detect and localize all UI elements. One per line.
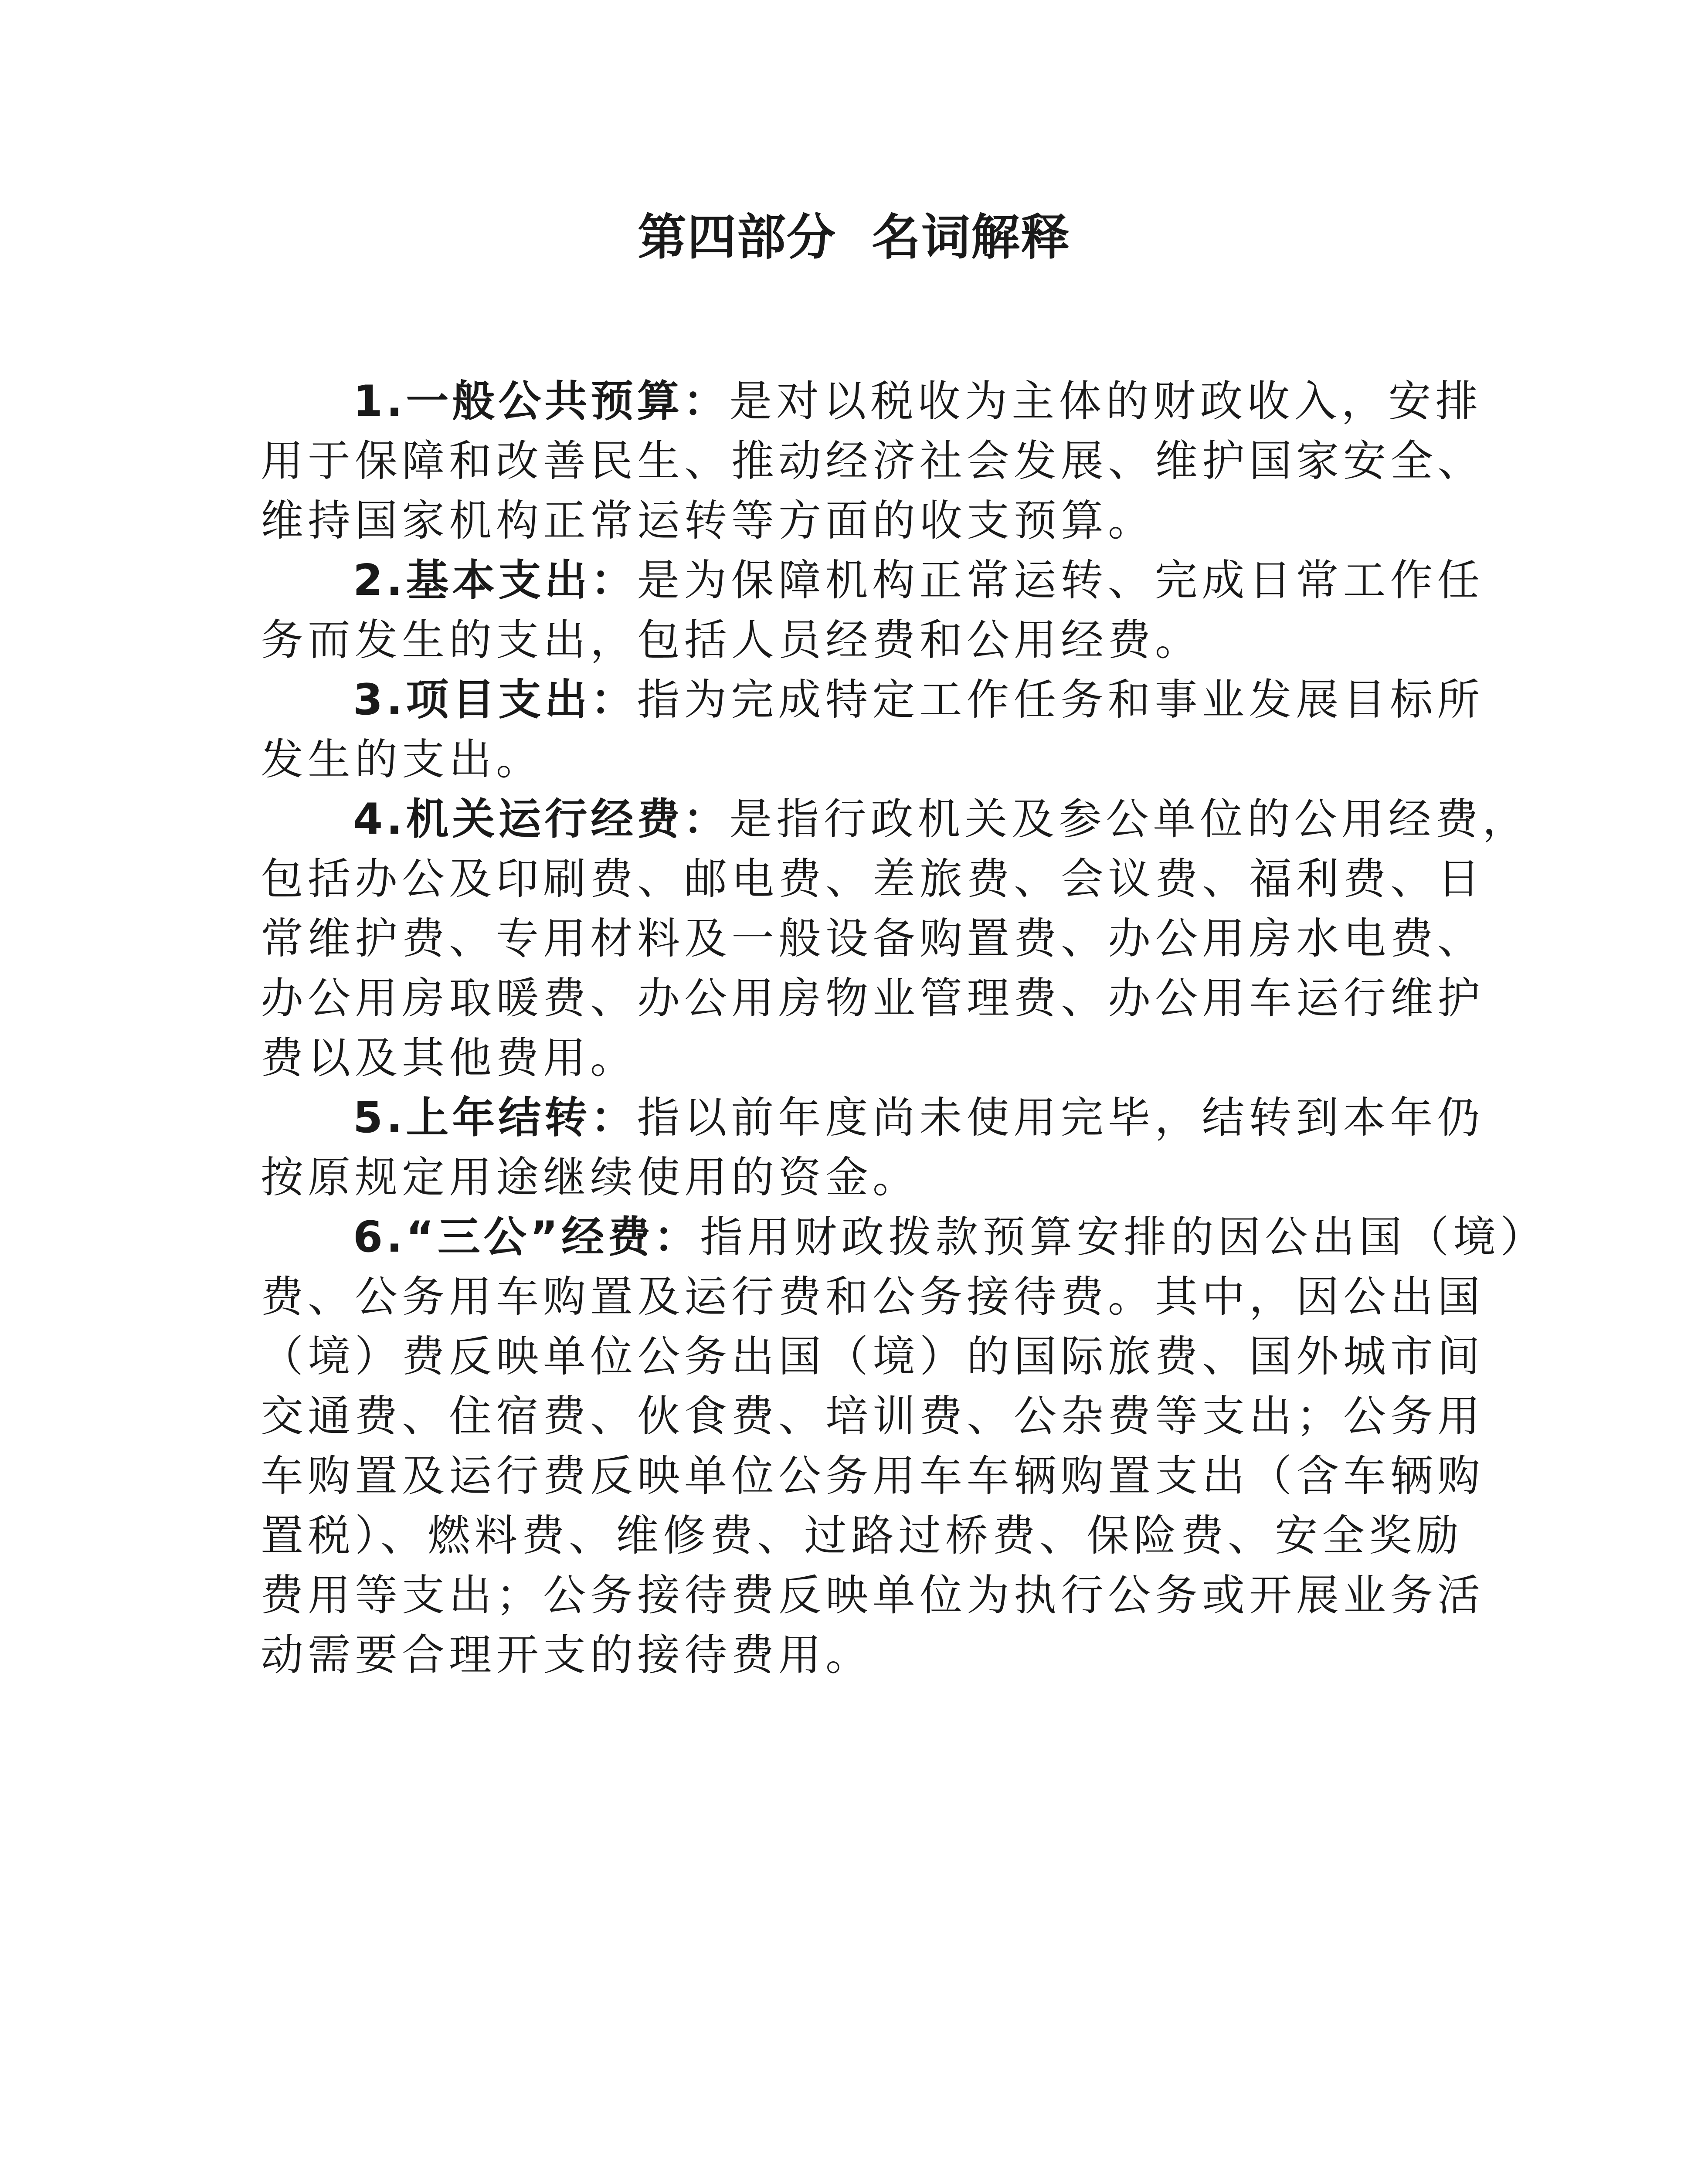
definition-term: 1.一般公共预算： [353, 377, 730, 426]
definition-line: 务而发生的支出，包括人员经费和公用经费。 [261, 615, 1202, 665]
definition-line: 费、公务用车购置及运行费和公务接待费。其中，因公出国 [261, 1272, 1485, 1322]
definition-line: 费以及其他费用。 [261, 1033, 638, 1083]
definition-line: 包括办公及印刷费、邮电费、差旅费、会议费、福利费、日 [261, 854, 1485, 904]
definition-line [261, 553, 1484, 608]
definition-text: 指为完成特定工作任务和事业发展目标所 [637, 675, 1484, 725]
definition-term: 4.机关运行经费： [353, 794, 730, 844]
definition-line: 办公用房取暖费、办公用房物业管理费、办公用车运行维护 [261, 974, 1485, 1023]
definition-item [261, 792, 1530, 1086]
definition-line [261, 374, 1483, 429]
definition-item [261, 1210, 1548, 1683]
definition-term: 2.基本支出： [353, 556, 637, 605]
definition-line: 动需要合理开支的接待费用。 [261, 1630, 873, 1680]
definition-line: 费用等支出；公务接待费反映单位为执行公务或开展业务活 [261, 1571, 1485, 1620]
definition-line: 发生的支出。 [261, 735, 543, 784]
definition-line: 车购置及运行费反映单位公务用车车辆购置支出（含车辆购 [261, 1451, 1485, 1501]
page-title: 第四部分 名词解释 [638, 209, 1070, 266]
definition-line [261, 672, 1484, 727]
definition-line: 用于保障和改善民生、推动经济社会发展、维护国家安全、 [261, 436, 1485, 486]
definition-line: 维持国家机构正常运转等方面的收支预算。 [261, 496, 1155, 546]
definition-item [261, 1090, 1484, 1205]
definition-text: 是对以税收为主体的财政收入，安排 [729, 377, 1483, 426]
definition-item [261, 374, 1485, 548]
definition-line: 常维护费、专用材料及一般设备购置费、办公用房水电费、 [261, 914, 1485, 964]
definition-line [261, 1090, 1484, 1145]
definition-line: 交通费、住宿费、伙食费、培训费、公杂费等支出；公务用 [261, 1392, 1485, 1441]
definitions-list [261, 374, 1548, 1687]
definition-item [261, 672, 1484, 787]
definition-item [261, 553, 1484, 668]
definition-text: 指以前年度尚未使用完毕，结转到本年仍 [637, 1093, 1484, 1143]
definition-text: 是指行政机关及参公单位的公用经费， [729, 794, 1530, 844]
definition-term: 3.项目支出： [353, 675, 637, 725]
definition-text: 是为保障机构正常运转、完成日常工作任 [637, 556, 1484, 605]
definition-line: （境）费反映单位公务出国（境）的国际旅费、国外城市间 [261, 1332, 1485, 1381]
definition-term: 5.上年结转： [353, 1093, 637, 1143]
definition-line [261, 1210, 1548, 1265]
definition-line [261, 792, 1530, 847]
definition-text: 指用财政拨款预算安排的因公出国（境） [700, 1212, 1548, 1262]
definition-line: 置税）、燃料费、维修费、过路过桥费、保险费、安全奖励 [261, 1511, 1464, 1561]
definition-line: 按原规定用途继续使用的资金。 [261, 1153, 920, 1202]
definition-term: 6.“三公”经费： [353, 1212, 700, 1262]
